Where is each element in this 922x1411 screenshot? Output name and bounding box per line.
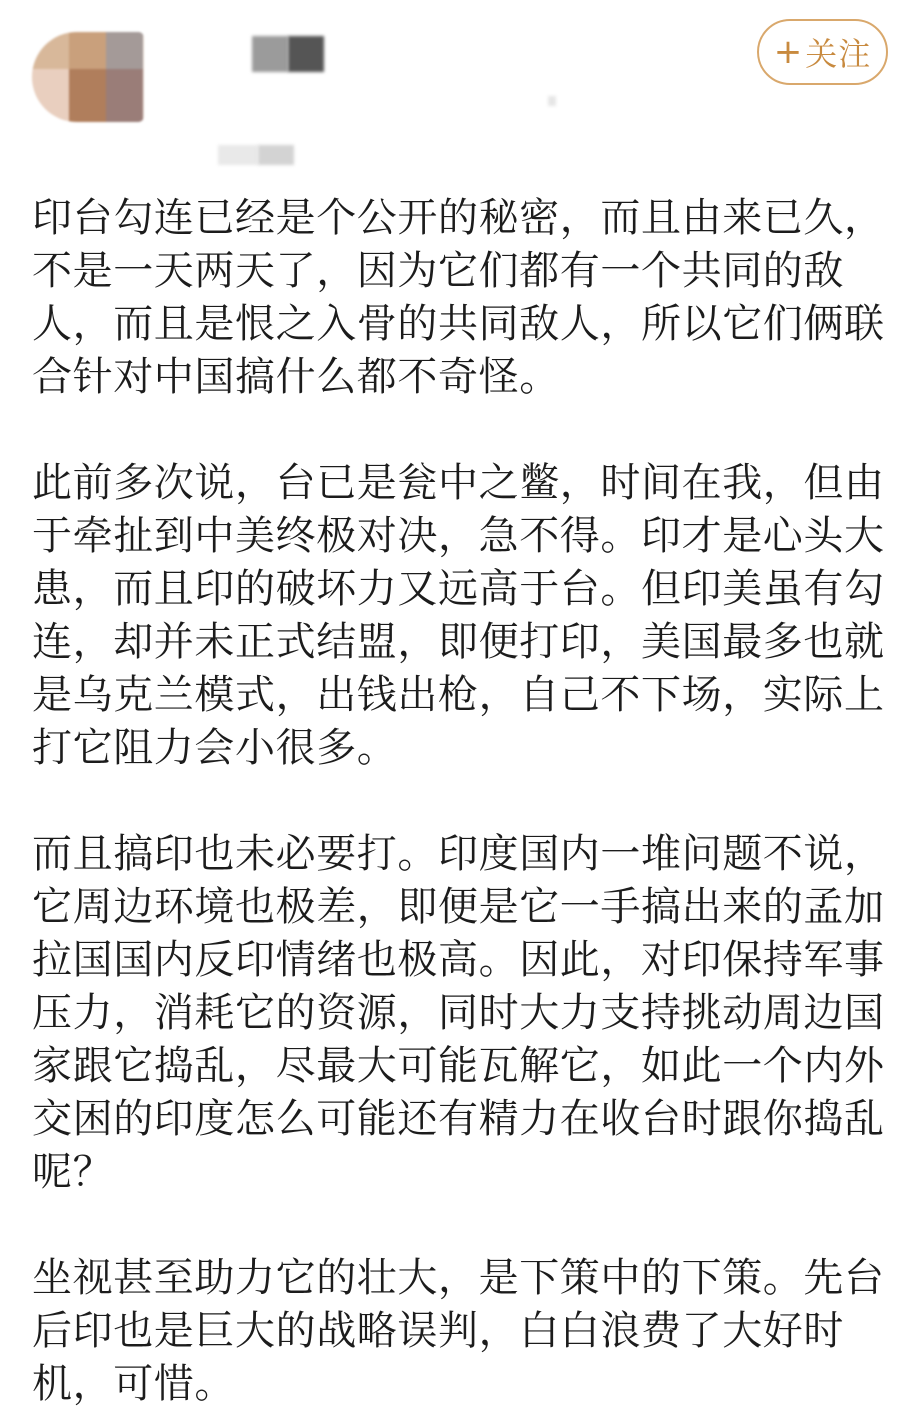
avatar-tile	[106, 32, 143, 69]
avatar-tile	[69, 32, 106, 69]
blurred-username[interactable]	[252, 36, 288, 72]
avatar-tile	[32, 69, 69, 122]
post-paragraph: 此前多次说，台已是瓮中之鳖，时间在我，但由于牵扯到中美终极对决，急不得。印才是心头大患，而且印的破坏力又远高于台。但印美虽有勾连，却并未正式结盟，即便打印，美国最多也就是乌克兰模式，出钱出枪，自己不下场，实际上打它阻力会小很多。	[32, 460, 885, 771]
post-paragraph: 坐视甚至助力它的壮大，是下策中的下策。先台后印也是巨大的战略误判，白白浪费了大好时机，可惜。	[32, 1255, 885, 1407]
avatar-tile	[106, 69, 143, 122]
post-paragraph: 而且搞印也未必要打。印度国内一堆问题不说，它周边环境也极差，即便是它一手搞出来的孟加拉国国内反印情绪也极高。因此，对印保持军事压力，消耗它的资源，同时大力支持挑动周边国家跟它捣乱，尽最大可能瓦解它，如此一个内外交困的印度怎么可能还有精力在收台时跟你捣乱呢？	[32, 831, 885, 1195]
blurred-timestamp	[258, 145, 294, 165]
post-body	[32, 192, 892, 1411]
follow-label: 关注	[805, 35, 872, 73]
post-header	[0, 0, 922, 175]
avatar-tile	[69, 69, 106, 122]
blurred-username[interactable]	[288, 36, 324, 72]
follow-button[interactable]	[757, 19, 888, 85]
blurred-timestamp	[218, 145, 258, 165]
post-paragraph: 印台勾连已经是个公开的秘密，而且由来已久，不是一天两天了，因为它们都有一个共同的敌人，而且是恨之入骨的共同敌人，所以它们俩联合针对中国搞什么都不奇怪。	[32, 195, 885, 400]
plus-icon: +	[773, 32, 804, 72]
avatar[interactable]	[32, 32, 144, 122]
avatar-tile	[32, 32, 69, 69]
blurred-mark	[548, 96, 556, 106]
